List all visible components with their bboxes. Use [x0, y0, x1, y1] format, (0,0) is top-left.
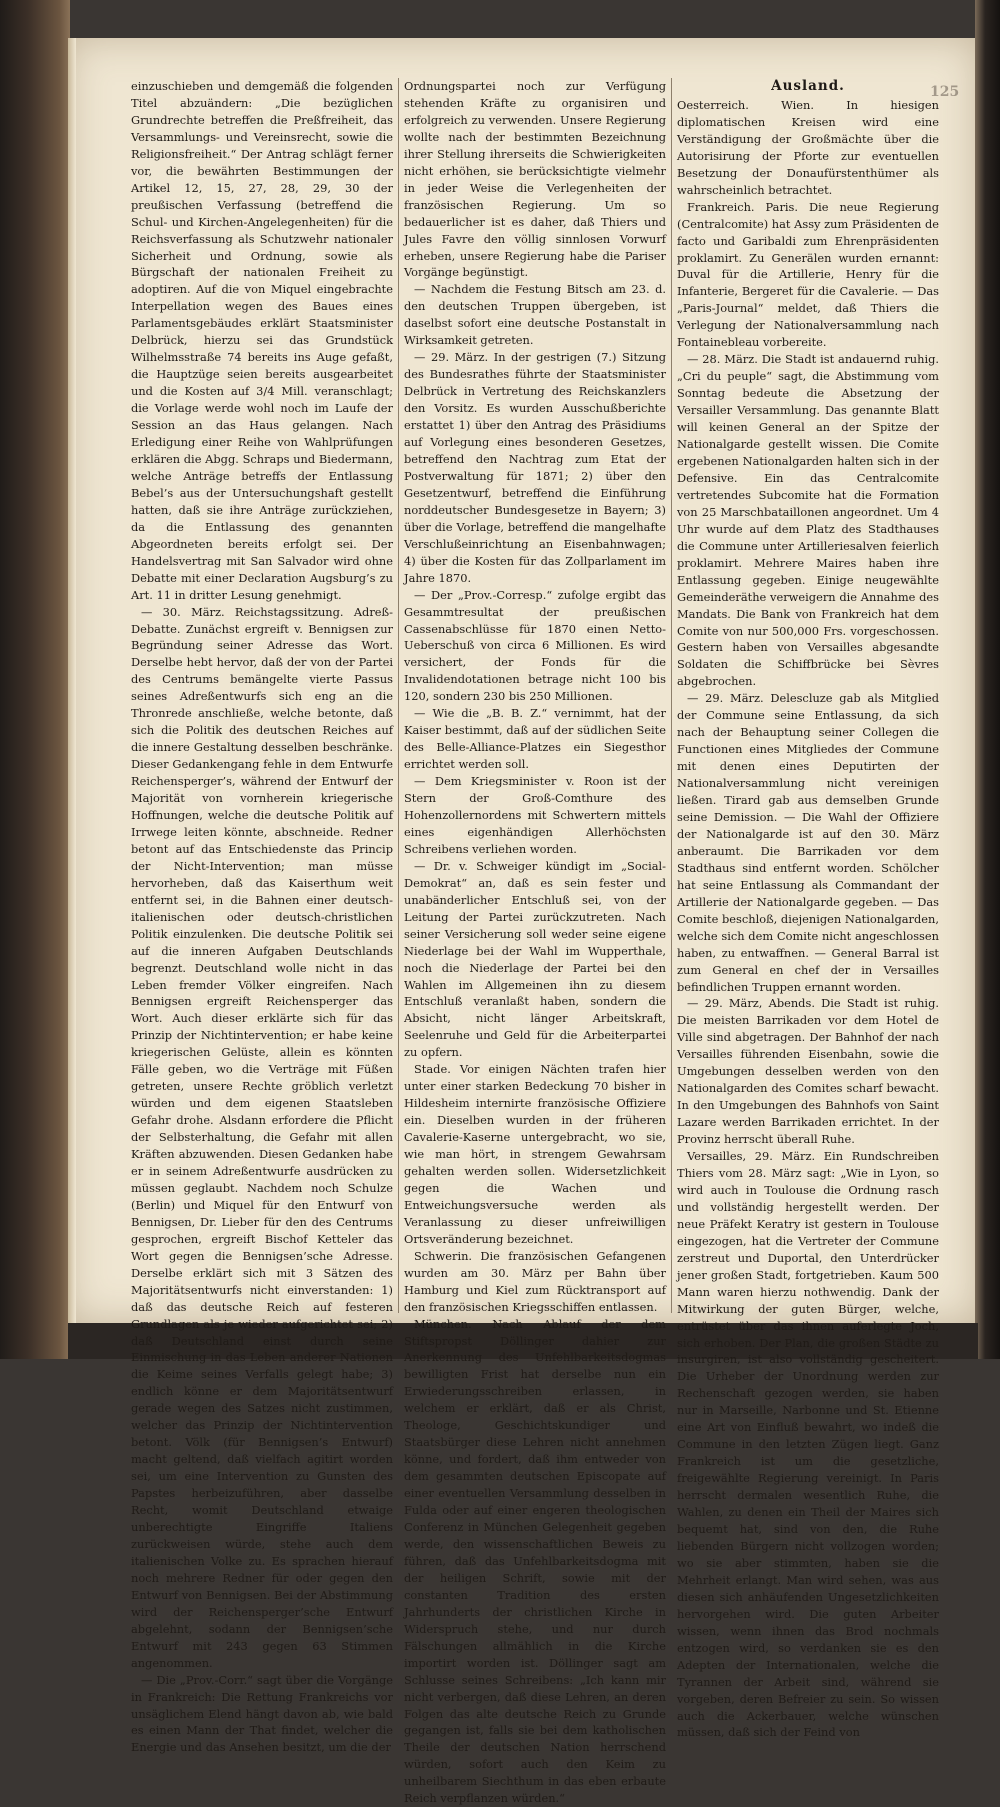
page-number: 125 [930, 84, 960, 100]
book-spine-right [975, 0, 1000, 1359]
column-divider [398, 78, 399, 1313]
paragraph: Schwerin. Die französischen Gefangenen wurden am 30. März per Bahn über Hamburg und Kiel zum Rücktransport auf den französischen Kriegsschiffen entlassen. [404, 1248, 666, 1314]
column-2 [404, 78, 666, 1806]
paragraph: München. Nach Ablauf der dem Stiftspropst Döllinger dahier zur Anerkennung des Unfehlbarkeitsdogmas bewilligten Frist hat derselbe nun ein Erwiederungsschreiben erlassen, in welchem er erklärt, daß er als Christ, Theologe, Geschichtskundiger und Staatsbürger diese Lehren nicht annehmen könne, und fordert, daß ihm entweder von dem gesammten deutschen Episcopate auf einer eventuellen Versammlung desselben in Fulda oder auf einer engeren theologischen Conferenz in München Gelegenheit gegeben werde, den wissenschaftlichen Beweis zu führen, daß das Unfehlbarkeitsdogma mit der heiligen Schrift, sowie mit der constanten Tradition des ersten Jahrhunderts der christlichen Kirche in Widerspruch stehe, und nur durch Fälschungen allmählich in die Kirche importirt worden ist. Döllinger sagt am Schlusse seines Schreibens: „Ich kann mir nicht verbergen, daß diese Lehren, an deren Folgen das alte deutsche Reich zu Grunde gegangen ist, falls sie bei dem katholischen Theile der deutschen Nation herrschend würden, sofort auch den Keim zu unheilbarem Siechthum in das eben erbaute Reich verpflanzen würden.“ [404, 1316, 666, 1806]
paragraph: Oesterreich. Wien. In hiesigen diplomatischen Kreisen wird eine Verständigung der Großmächte über die Autorisirung der Pforte zur eventuellen Besetzung der Donaufürstenthümer als wahrscheinlich betrachtet. [677, 97, 939, 197]
page-gutter-shadow [68, 38, 76, 1323]
paragraph: — 30. März. Reichstagssitzung. Adreß-Debatte. Zunächst ergreift v. Bennigsen zur Begründung seiner Adresse das Wort. Derselbe hebt hervor, daß der von der Partei des Centrums bemängelte vierte Passus seines Adreßentwurfs sich eng an die Thronrede anschließe, welche betonte, daß sich die Politik des deutschen Reiches auf die innere Gestaltung desselben beschränke. Dieser Gedankengang fehle in dem Entwurfe Reichensperger’s, während der Entwurf der Majorität von vornherein kriegerische Hoffnungen, welche die deutsche Politik auf Irrwege leiten könnte, abschneide. Redner betont auf das Entschiedenste das Princip der Nicht-Intervention; man müsse hervorheben, daß das Kaiserthum weit entfernt sei, in die Bahnen einer deutsch-italienischen oder deutsch-christlichen Politik einzulenken. Die deutsche Politik sei auf die inneren Aufgaben Deutschlands begrenzt. Deutschland wolle nicht in das Leben fremder Völker eingreifen. Nach Bennigsen ergreift Reichensperger das Wort. Auch dieser erklärte sich für das Prinzip der Nichtintervention; er habe keine kriegerischen Gelüste, allein es könnten Fälle geben, wo die Verträge mit Füßen getreten, unsere Rechte gröblich verletzt würden und dem eigenen Staatsleben Gefahr drohe. Alsdann erfordere die Pflicht der Selbsterhaltung, die Gefahr mit allen Kräften abzuwenden. Diesen Gedanken habe er in seinem Adreßentwurfe ausdrücken zu müssen geglaubt. Nachdem noch Schulze (Berlin) und Miquel für den Entwurf von Bennigsen, Dr. Lieber für den des Centrums gesprochen, ergreift Bischof Ketteler das Wort gegen die Bennigsen’sche Adresse. Derselbe erklärt sich mit 3 Sätzen des Majoritätsentwurfs nicht einverstanden: 1) daß das deutsche Reich auf festeren Grundlagen als je wieder aufgerichtet sei; 2) daß Deutschland einst durch seine Einmischung in das Leben anderer Nationen die Keime seines Verfalls gelegt habe; 3) endlich könne er dem Majoritätsentwurf gerade wegen des Satzes nicht zustimmen, welcher das Prinzip der Nichtintervention betont. Völk (für Bennigsen’s Entwurf) macht geltend, daß vielfach agitirt worden sei, um eine Intervention zu Gunsten des Papstes herbeizuführen, aber dasselbe Recht, womit Deutschland etwaige unberechtigte Eingriffe Italiens zurückweisen würde, stehe auch dem italienischen Volke zu. Es sprachen hierauf noch mehrere Redner für oder gegen den Entwurf von Bennigsen. Bei der Abstimmung wird der Reichensperger’sche Entwurf abgelehnt, sodann der Bennigsen’sche Entwurf mit 243 gegen 63 Stimmen angenommen. [131, 604, 393, 1670]
paragraph: — Wie die „B. B. Z.“ vernimmt, hat der Kaiser bestimmt, daß auf der südlichen Seite des Belle-Alliance-Platzes ein Siegesthor errichtet werden soll. [404, 706, 666, 772]
paragraph: Versailles, 29. März. Ein Rundschreiben Thiers vom 28. März sagt: „Wie in Lyon, so wird auch in Toulouse die Ordnung rasch und vollständig hergestellt werden. Der neue Präfekt Keratry ist gestern in Toulouse eingezogen, hat die Vertreter der Commune zerstreut und Duportal, den Unterdrücker jener großen Stadt, fortgetrieben. Kaum 500 Mann waren hierzu nothwendig. Dank der Mitwirkung der guten Bürger, welche, entrüstet über das ihnen auferlegte Joch, sich erhoben. Der Plan, die großen Städte zu insurgiren, ist also vollständig gescheitert. Die Urheber der Unordnung werden zur Rechenschaft gezogen werden, sie haben nur in Marseille, Narbonne und St. Etienne eine Art von Einfluß bewahrt, wo indeß die Commune in den letzten Zügen liegt. Ganz Frankreich ist um die gesetzliche, freigewählte Regierung vereinigt. In Paris herrscht dermalen wesentlich Ruhe, die Wahlen, zu denen ein Theil der Maires sich bequemt hat, sind von den, die Ruhe liebenden Bürgern nicht vollzogen worden; wo sie aber stimmten, haben sie die Mehrheit erlangt. Man wird sehen, was aus diesen sich anhäufenden Ungesetzlichkeiten hervorgehen wird. Die guten Arbeiter wissen, wenn ihnen das Brod nochmals entzogen wird, so verdanken sie es den Adepten der Internationalen, welche die Tyrannen der Arbeit sind, während sie vorgeben, deren Befreier zu sein. So wissen auch die Ackerbauer, welche wünschen müssen, daß sich der Feind von [677, 1149, 939, 1740]
column-3 [677, 78, 939, 1740]
paragraph: — Dr. v. Schweiger kündigt im „Social-Demokrat“ an, daß es sein fester und unabänderlicher Entschluß sei, von der Leitung der Partei zurückzutreten. Nach seiner Versicherung soll weder seine eigene Niederlage bei der Wahl im Wupperthale, noch die Niederlage der Partei bei den Wahlen im Allgemeinen ihn zu diesem Entschluß veranlaßt haben, sondern die Absicht, nicht länger Arbeitskraft, Seelenruhe und Geld für die Arbeiterpartei zu opfern. [404, 858, 666, 1060]
paragraph: — Der „Prov.-Corresp.“ zufolge ergibt das Gesammtresultat der preußischen Cassenabschlüsse für 1870 einen Netto-Ueberschuß von circa 6 Millionen. Es wird versichert, der Fonds für die Invalidendotationen betrage nicht 100 bis 120, sondern 230 bis 250 Millionen. [404, 587, 666, 704]
book-spine-left [0, 0, 70, 1359]
paragraph: — 29. März. In der gestrigen (7.) Sitzung des Bundesrathes führte der Staatsminister Delbrück in Vertretung des Reichskanzlers den Vorsitz. Es wurden Ausschußberichte erstattet 1) über den Antrag des Präsidiums auf Vorlegung eines besonderen Gesetzes, betreffend den Nachtrag zum Etat der Postverwaltung für 1871; 2) über den Gesetzentwurf, betreffend die Einführung norddeutscher Bundesgesetze in Bayern; 3) über die Vorlage, betreffend die mangelhafte Verschlußeinrichtung an Eisenbahnwagen; 4) über die Kosten für das Zollparlament im Jahre 1870. [404, 350, 666, 585]
paragraph: — Nachdem die Festung Bitsch am 23. d. den deutschen Truppen übergeben, ist daselbst sofort eine deutsche Postanstalt in Wirksamkeit getreten. [404, 282, 666, 348]
paragraph: — 29. März, Abends. Die Stadt ist ruhig. Die meisten Barrikaden vor dem Hotel de Ville sind abgetragen. Der Bahnhof der nach Versailles führenden Eisenbahn, sowie die Umgebungen desselben werden von den Nationalgarden des Comites scharf bewacht. In den Umgebungen des Bahnhofs von Saint Lazare werden Barrikaden errichtet. In der Provinz herrscht überall Ruhe. [677, 996, 939, 1147]
paragraph: — Die „Prov.-Corr.“ sagt über die Vorgänge in Frankreich: Die Rettung Frankreichs vor unsäglichem Elend hängt davon ab, wie bald es einen Mann der That findet, welcher die Energie und das Ansehen besitzt, um die der [131, 1672, 393, 1755]
paragraph: Frankreich. Paris. Die neue Regierung (Centralcomite) hat Assy zum Präsidenten de facto und Garibaldi zum Ehrenpräsidenten proklamirt. Zu Generälen wurden ernannt: Duval für die Artillerie, Henry für die Infanterie, Bergeret für die Cavalerie. — Das „Paris-Journal“ meldet, daß Thiers die Verlegung der Nationalversammlung nach Fontainebleau vorbereite. [677, 199, 939, 350]
paragraph: Ordnungspartei noch zur Verfügung stehenden Kräfte zu organisiren und erfolgreich zu verwenden. Unsere Regierung wollte nach der bestimmten Bezeichnung ihrer Stellung ihrerseits die Schwierigkeiten nicht erhöhen, sie berücksichtigte vielmehr in jeder Weise die Verlegenheiten der französischen Regierung. Um so bedauerlicher ist es daher, daß Thiers und Jules Favre den völlig sinnlosen Vorwurf erheben, unsere Regierung habe die Pariser Vorgänge begünstigt. [404, 79, 666, 280]
column-1 [131, 78, 393, 1755]
column-divider [671, 78, 672, 1313]
paragraph: — 28. März. Die Stadt ist andauernd ruhig. „Cri du peuple“ sagt, die Abstimmung vom Sonntag bedeute die Absetzung der Versailler Versammlung. Das genannte Blatt will keinen General an der Spitze der Nationalgarde gestellt wissen. Die Comite ergebenen Nationalgarden halten sich in der Defensive. Ein das Centralcomite vertretendes Subcomite hat die Formation von 25 Marschbataillonen angeordnet. Um 4 Uhr wurde auf dem Platz des Stadthauses die Commune unter Artilleriesalven feierlich proklamirt. Mehrere Maires haben ihre Entlassung gegeben. Einige neugewählte Gemeinderäthe verweigern die Annahme des Mandats. Die Bank von Frankreich hat dem Comite von nur 500,000 Frs. vorgeschossen. Gestern haben von Versailles abgesandte Soldaten die Schiffbrücke bei Sèvres abgebrochen. [677, 352, 939, 689]
paragraph: Stade. Vor einigen Nächten trafen hier unter einer starken Bedeckung 70 bisher in Hildesheim internirte französische Offiziere ein. Dieselben wurden in der früheren Cavalerie-Kaserne untergebracht, wo sie, wie man hört, in strengem Gewahrsam gehalten werden sollen. Widersetzlichkeit gegen die Wachen und Entweichungsversuche werden als Veranlassung zu dieser unfreiwilligen Ortsveränderung bezeichnet. [404, 1062, 666, 1246]
paragraph: — Dem Kriegsminister v. Roon ist der Stern der Groß-Comthure des Hohenzollernordens mit Schwertern mittels eines eigenhändigen Allerhöchsten Schreibens verliehen worden. [404, 774, 666, 856]
paragraph: einzuschieben und demgemäß die folgenden Titel abzuändern: „Die bezüglichen Grundrechte betreffen die Preßfreiheit, das Versammlungs- und Vereinsrecht, sowie die Religionsfreiheit.“ Der Antrag schlägt ferner vor, die bewährten Bestimmungen der Artikel 12, 15, 27, 28, 29, 30 der preußischen Verfassung (betreffend die Schul- und Kirchen-Angelegenheiten) für die Reichsverfassung als Schutzwehr nationaler Sicherheit und Ordnung, sowie als Bürgschaft der nationalen Freiheit zu adoptiren. Auf die von Miquel eingebrachte Interpellation wegen des Baues eines Parlamentsgebäudes erklärt Staatsminister Delbrück, hierzu sei das Grundstück Wilhelmsstraße 74 bereits ins Auge gefaßt, die Hauptzüge seien bereits ausgearbeitet und die Kosten auf 3/4 Mill. veranschlagt; die Vorlage werde wohl noch im Laufe der Session an das Haus gelangen. Nach Erledigung einer Reihe von Wahlprüfungen erklären die Abgg. Schraps und Biedermann, welche Anträge betreffs der Entlassung Bebel’s aus der Untersuchungshaft gestellt hatten, daß sie ihre Anträge zurückziehen, da die Entlassung des genannten Abgeordneten bereits erfolgt sei. Der Handelsvertrag mit San Salvador wird ohne Debatte mit einer Declaration Augsburg’s zu Art. 11 in dritter Lesung genehmigt. [131, 79, 393, 602]
paragraph: — 29. März. Delescluze gab als Mitglied der Commune seine Entlassung, da sich nach der Behauptung seiner Collegen die Functionen eines Mitgliedes der Commune mit denen eines Deputirten der Nationalversammlung nicht vereinigen ließen. Tirard gab aus demselben Grunde seine Demission. — Die Wahl der Offiziere der Nationalgarde ist auf den 30. März anberaumt. Die Barrikaden vor dem Stadthaus sind entfernt worden. Schölcher hat seine Entlassung als Commandant der Artillerie der Nationalgarde gegeben. — Das Comite beschloß, diejenigen Nationalgarden, welche sich dem Comite nicht angeschlossen haben, zu entwaffnen. — General Barral ist zum General en chef der in Versailles befindlichen Truppen ernannt worden. [677, 691, 939, 994]
section-title: Ausland. [771, 78, 845, 94]
